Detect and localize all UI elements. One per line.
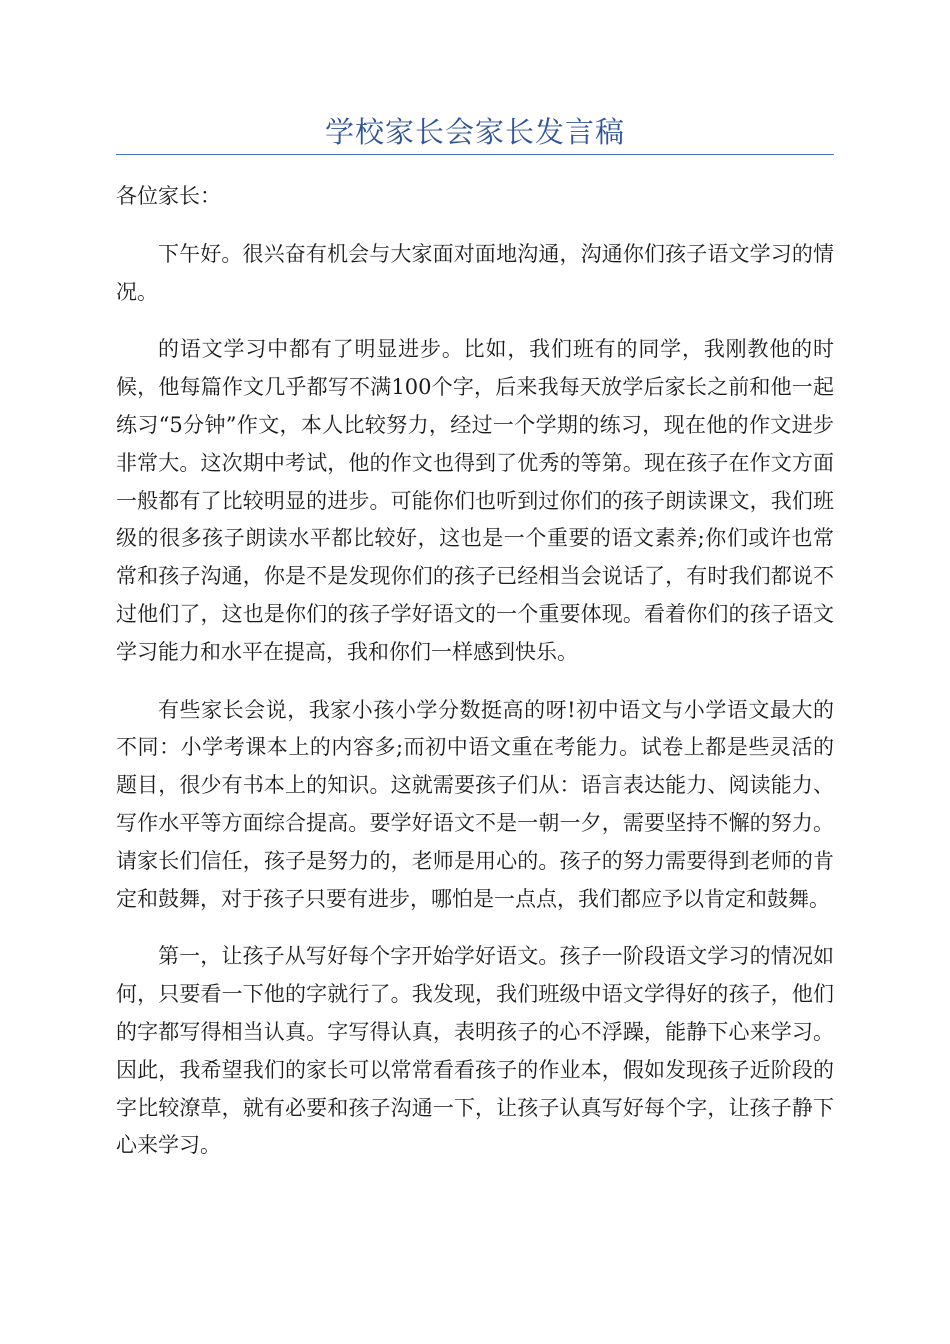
paragraph-difference: 有些家长会说，我家小孩小学分数挺高的呀!初中语文与小学语文最大的不同：小学考课本上的内容多;而初中语文重在考能力。试卷上都是些灵活的题目，很少有书本上的知识。这就需要孩子们从：语言表达能力、阅读能力、写作水平等方面综合提高。要学好语文不是一朝一夕，需要坚持不懈的努力。请家长们信任，孩子是努力的，老师是用心的。孩子的努力需要得到老师的肯定和鼓舞，对于孩子只要有进步，哪怕是一点点，我们都应予以肯定和鼓舞。: [116, 697, 834, 911]
paragraph-greeting: 下午好。很兴奋有机会与大家面对面地沟通，沟通你们孩子语文学习的情况。: [116, 241, 834, 304]
paragraph-progress: 的语文学习中都有了明显进步。比如，我们班有的同学，我刚教他的时候，他每篇作文几乎都写不满100个字，后来我每天放学后家长之前和他一起练习“5分钟”作文，本人比较努力，经过一个学期的练习，现在他的作文进步非常大。这次期中考试，他的作文也得到了优秀的等第。现在孩子在作文方面一般都有了比较明显的进步。可能你们也听到过你们的孩子朗读课文，我们班级的很多孩子朗读水平都比较好，这也是一个重要的语文素养;你们或许也常常和孩子沟通，你是不是发现你们的孩子已经相当会说话了，有时我们都说不过他们了，这也是你们的孩子学好语文的一个重要体现。看着你们的孩子语文学习能力和水平在提高，我和你们一样感到快乐。: [116, 337, 834, 664]
paragraph-handwriting: 第一，让孩子从写好每个字开始学好语文。孩子一阶段语文学习的情况如何，只要看一下他的字就行了。我发现，我们班级中语文学得好的孩子，他们的字都写得相当认真。字写得认真，表明孩子的心不浮躁，能静下心来学习。因此，我希望我们的家长可以常常看看孩子的作业本，假如发现孩子近阶段的字比较潦草，就有必要和孩子沟通一下，让孩子认真写好每个字，让孩子静下心来学习。: [116, 944, 834, 1158]
document-title: 学校家长会家长发言稿: [324, 115, 625, 149]
document-body: [116, 178, 834, 1185]
salutation: 各位家长：: [116, 184, 221, 208]
title-underline: [116, 154, 834, 155]
